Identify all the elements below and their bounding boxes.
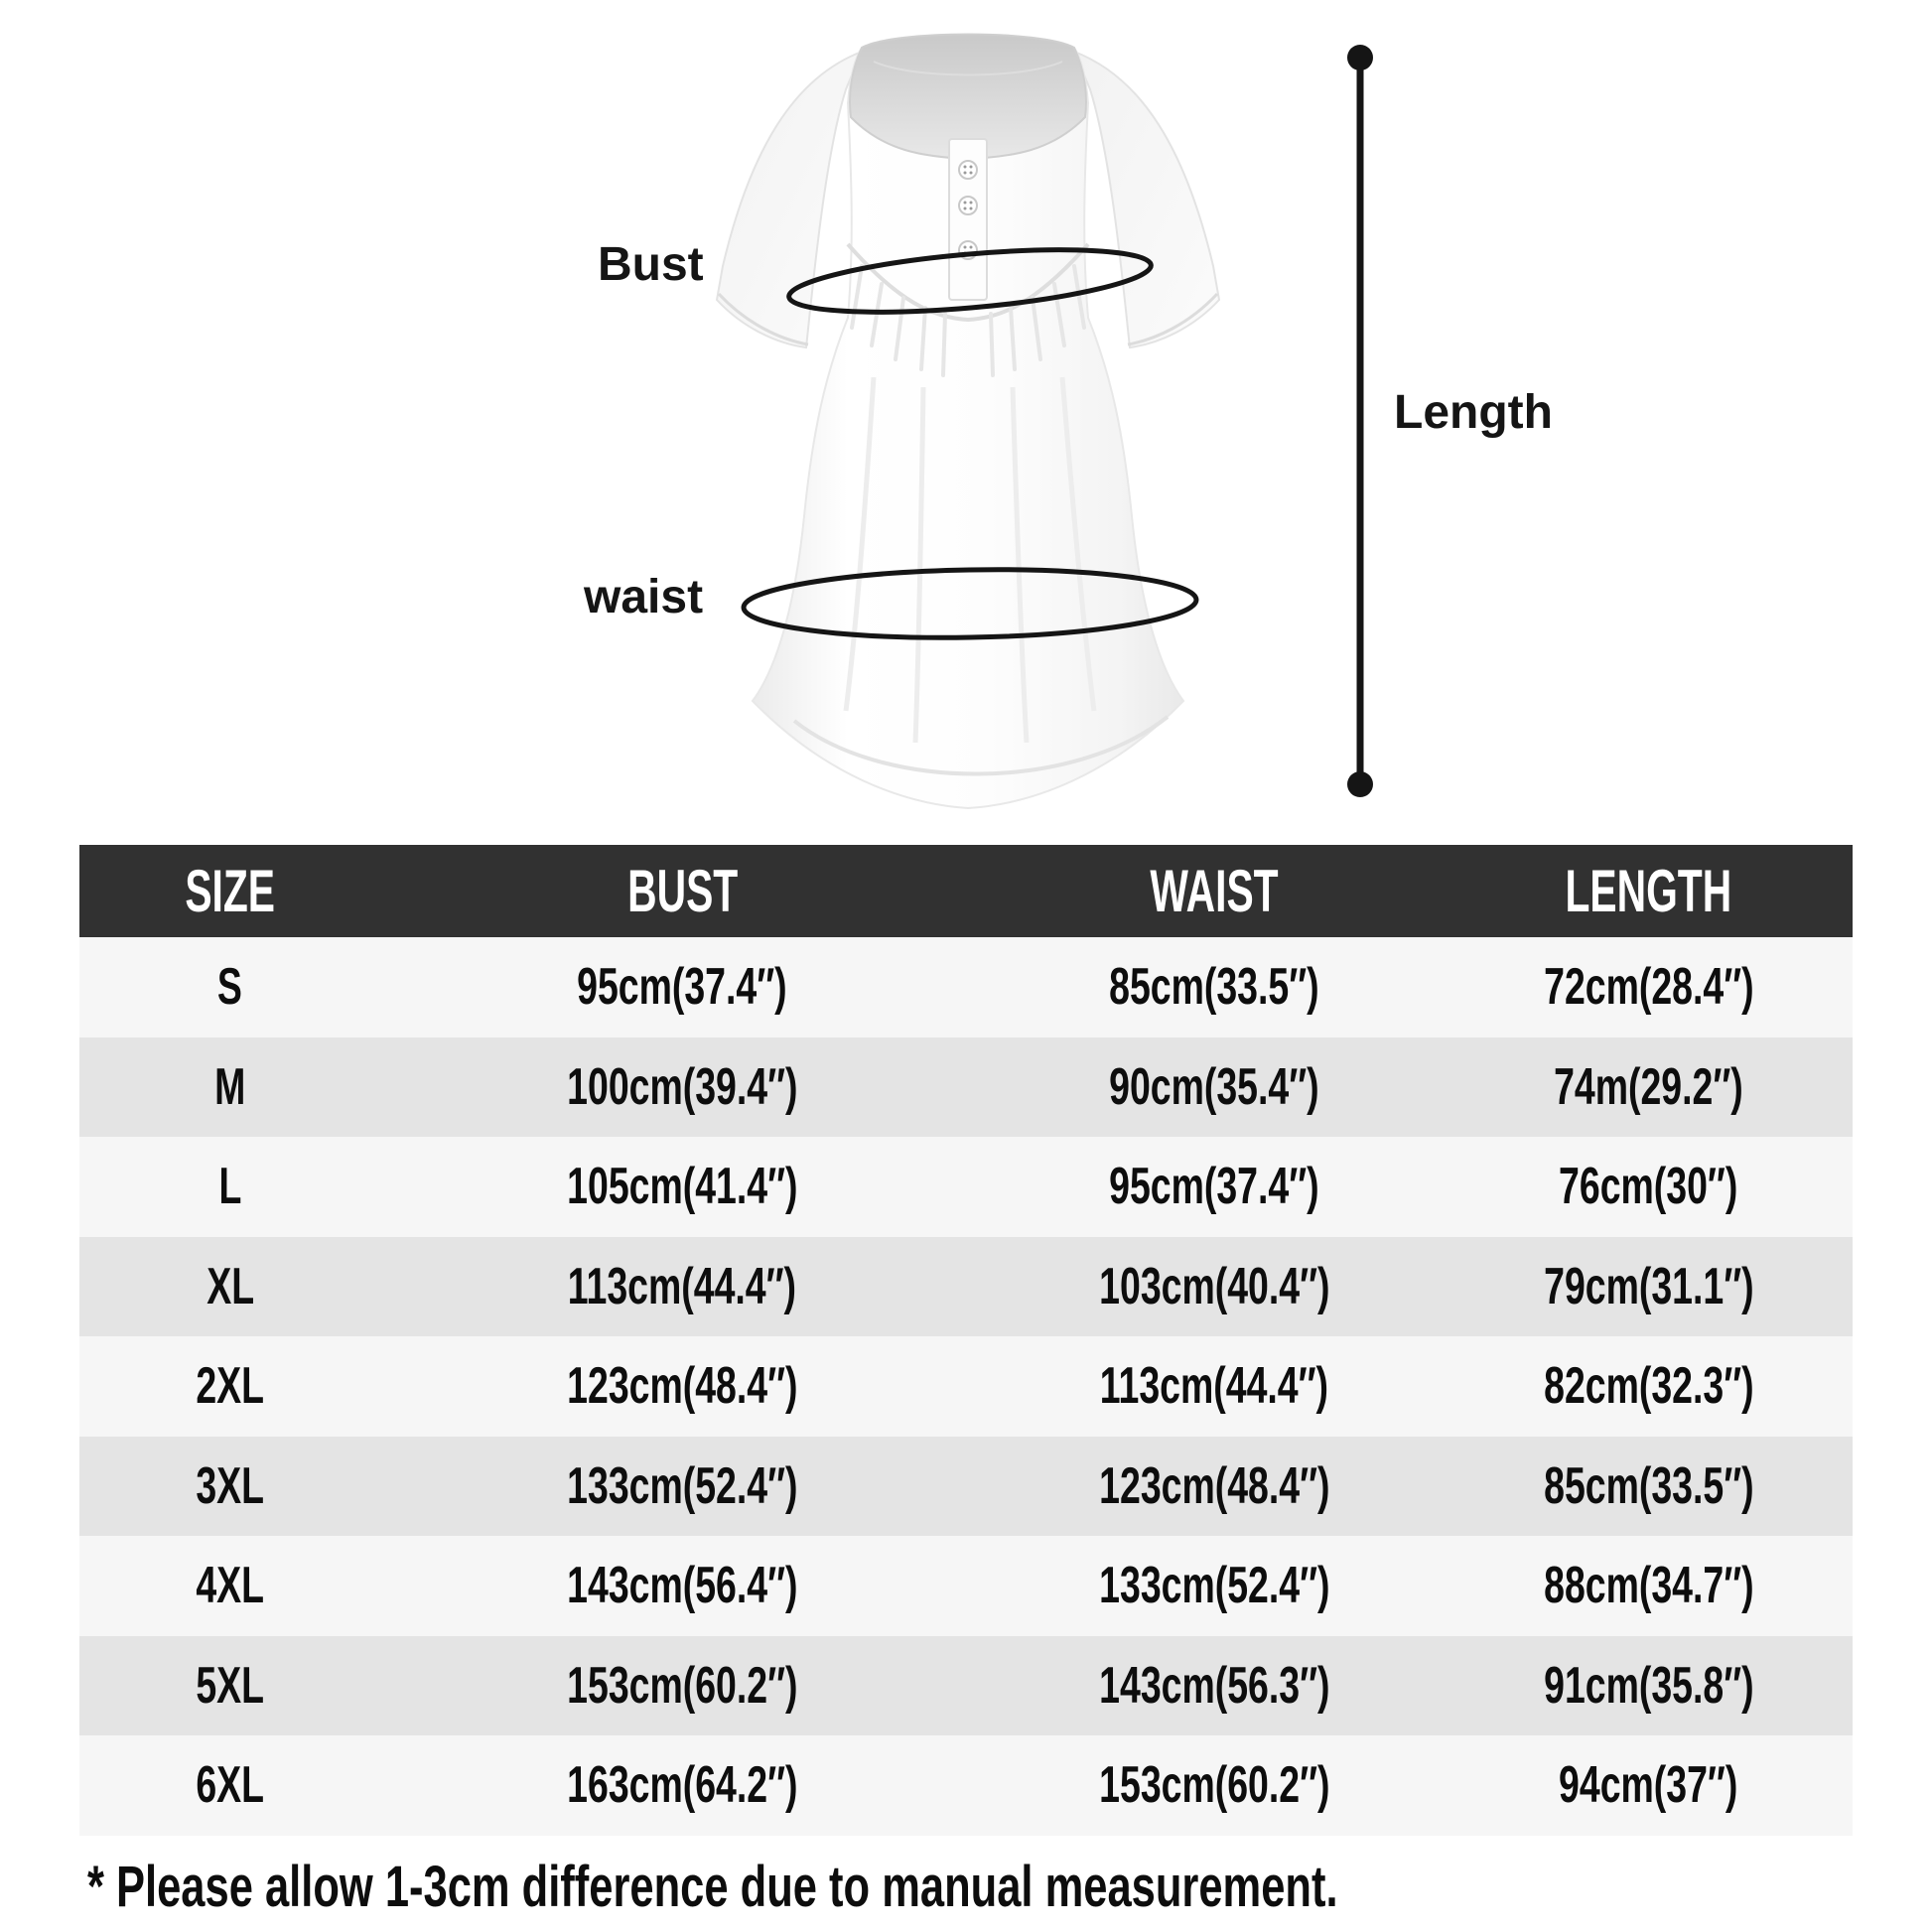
cell-length: 94cm(37″): [1559, 1756, 1738, 1815]
cell-waist: 113cm(44.4″): [1099, 1357, 1329, 1416]
cell-length: 82cm(32.3″): [1543, 1357, 1754, 1416]
cell-bust: 163cm(64.2″): [567, 1756, 798, 1815]
table-row: [79, 1636, 1853, 1736]
cell-waist: 85cm(33.5″): [1109, 958, 1319, 1017]
cell-waist: 133cm(52.4″): [1098, 1557, 1330, 1615]
cell-length: 72cm(28.4″): [1543, 958, 1754, 1017]
button-1: [959, 161, 977, 179]
table-row: [79, 1237, 1853, 1337]
cell-size: 2XL: [196, 1357, 265, 1416]
cell-length: 91cm(35.8″): [1543, 1656, 1754, 1715]
cell-waist: 103cm(40.4″): [1098, 1257, 1330, 1315]
cell-waist: 123cm(48.4″): [1098, 1456, 1330, 1515]
measurement-note: * Please allow 1-3cm difference due to manual measurement.: [87, 1855, 1338, 1919]
cell-length: 79cm(31.1″): [1543, 1257, 1754, 1315]
cell-bust: 123cm(48.4″): [567, 1357, 798, 1416]
column-header-waist: WAIST: [1150, 858, 1279, 924]
size-guide-figure: [0, 0, 1932, 845]
cell-size: 5XL: [196, 1656, 265, 1715]
cell-length: 76cm(30″): [1559, 1158, 1738, 1216]
cell-waist: 143cm(56.3″): [1098, 1656, 1330, 1715]
waist-label: waist: [584, 571, 704, 623]
shirt-illustration: [0, 0, 1932, 845]
cell-bust: 133cm(52.4″): [567, 1456, 798, 1515]
cell-waist: 90cm(35.4″): [1109, 1057, 1319, 1116]
cell-bust: 100cm(39.4″): [567, 1057, 798, 1116]
bust-label: Bust: [598, 238, 704, 291]
cell-bust: 95cm(37.4″): [577, 958, 787, 1017]
length-line-top-dot: [1347, 45, 1373, 70]
cell-size: 4XL: [196, 1557, 265, 1615]
cell-bust: 105cm(41.4″): [567, 1158, 798, 1216]
cell-bust: 143cm(56.4″): [567, 1557, 798, 1615]
shirt-right-sleeve: [1074, 52, 1219, 347]
length-line-bottom-dot: [1347, 771, 1373, 797]
column-header-bust: BUST: [626, 858, 738, 924]
table-row: [79, 1137, 1853, 1237]
cell-size: XL: [206, 1257, 254, 1315]
cell-length: 74m(29.2″): [1554, 1057, 1743, 1116]
size-chart-table: [79, 845, 1853, 1836]
cell-size: L: [218, 1158, 242, 1216]
length-label: Length: [1394, 386, 1553, 439]
cell-size: M: [214, 1057, 246, 1116]
table-row: [79, 1437, 1853, 1537]
table-row: [79, 1336, 1853, 1437]
cell-waist: 95cm(37.4″): [1109, 1158, 1319, 1216]
shirt-left-sleeve: [717, 52, 862, 347]
cell-waist: 153cm(60.2″): [1098, 1756, 1330, 1815]
table-header-row: [79, 845, 1853, 937]
cell-length: 88cm(34.7″): [1543, 1557, 1754, 1615]
column-header-length: LENGTH: [1565, 858, 1732, 924]
cell-length: 85cm(33.5″): [1543, 1456, 1754, 1515]
table-body: [79, 937, 1853, 1836]
table-row: [79, 937, 1853, 1037]
cell-size: 3XL: [196, 1456, 265, 1515]
cell-size: S: [217, 958, 243, 1017]
button-2: [959, 197, 977, 214]
table-row: [79, 1037, 1853, 1138]
cell-bust: 153cm(60.2″): [567, 1656, 798, 1715]
cell-bust: 113cm(44.4″): [568, 1257, 797, 1315]
table-row: [79, 1536, 1853, 1636]
column-header-size: SIZE: [185, 858, 276, 924]
table-row: [79, 1735, 1853, 1836]
cell-size: 6XL: [196, 1756, 265, 1815]
placket-buttons: [959, 161, 977, 259]
